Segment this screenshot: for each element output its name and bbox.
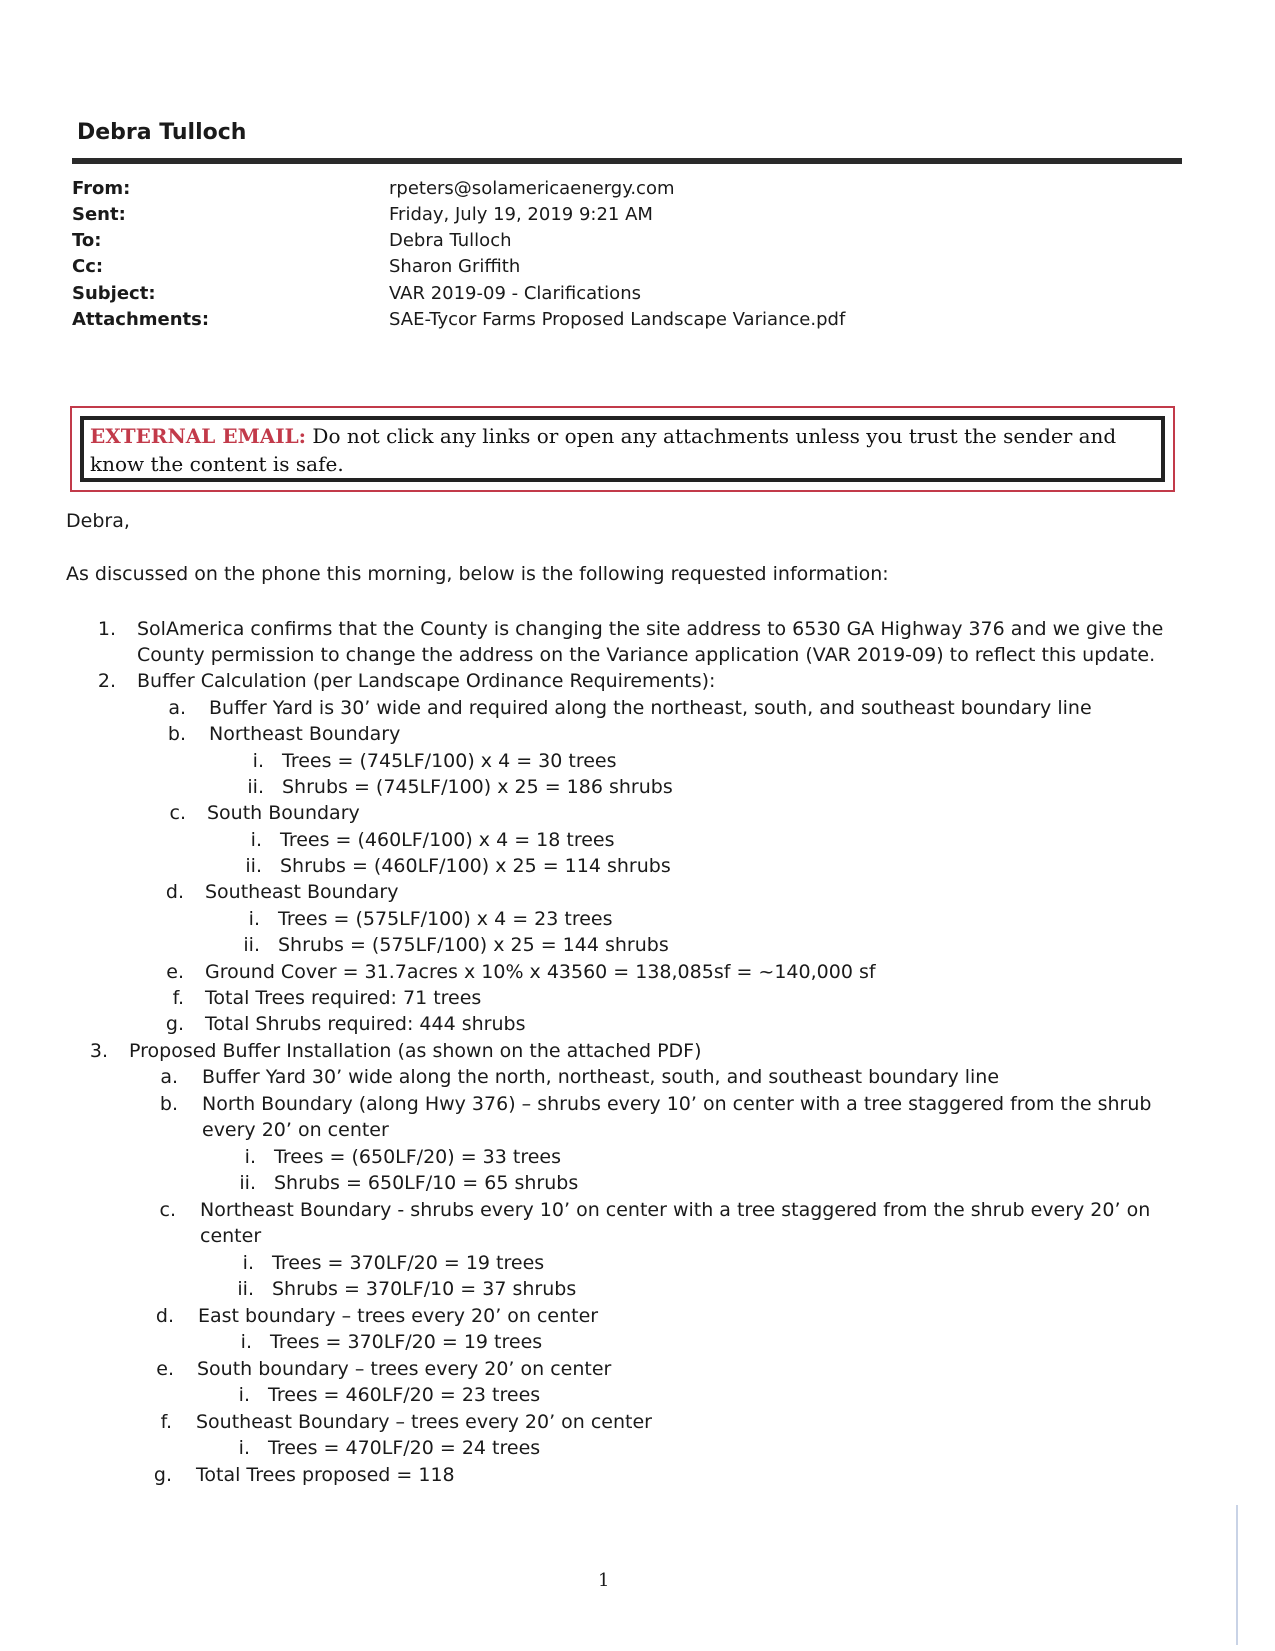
- attachments-row: [72, 309, 1172, 336]
- from-value: rpeters@solamericaenergy.com: [389, 178, 675, 199]
- list-marker: e.: [156, 1358, 174, 1380]
- list-marker: ii.: [239, 1172, 256, 1194]
- list-item-text: Shrubs = (575LF/100) x 25 = 144 shrubs: [278, 934, 669, 956]
- list-item-text: Northeast Boundary: [209, 723, 401, 745]
- list-marker: i.: [252, 750, 264, 772]
- list-item-text: Trees = 470LF/20 = 24 trees: [268, 1437, 541, 1459]
- list-marker: g.: [153, 1464, 172, 1486]
- list-item-text: Buffer Yard is 30’ wide and required along the northeast, south, and southeast boundary line: [209, 697, 1092, 719]
- list-marker: d.: [165, 881, 184, 903]
- from-row: [72, 178, 1172, 205]
- list-item-text: East boundary – trees every 20’ on center: [198, 1305, 599, 1327]
- list-item-text: Ground Cover = 31.7acres x 10% x 43560 = 138,085sf = ~140,000 sf: [205, 961, 876, 983]
- list-marker: i.: [238, 1384, 250, 1406]
- list-marker: ii.: [237, 1278, 254, 1300]
- list-item-text: Trees = 370LF/20 = 19 trees: [272, 1252, 545, 1274]
- list-marker: f.: [160, 1411, 172, 1433]
- attachments-label: Attachments:: [72, 309, 210, 330]
- list-item-text-continued: center: [200, 1225, 262, 1247]
- external-email-label: EXTERNAL EMAIL:: [90, 424, 307, 448]
- list-marker: ii.: [247, 776, 264, 798]
- to-label: To:: [72, 230, 102, 251]
- list-marker: i.: [244, 1146, 256, 1168]
- list-marker: c.: [169, 802, 186, 824]
- list-item-text: South boundary – trees every 20’ on center: [197, 1358, 612, 1380]
- subject-row: [72, 283, 1172, 310]
- list-item-text: Shrubs = (460LF/100) x 25 = 114 shrubs: [280, 855, 671, 877]
- cc-row: [72, 256, 1172, 283]
- list-marker: e.: [166, 961, 184, 983]
- list-item-text: Proposed Buffer Installation (as shown on the attached PDF): [129, 1040, 702, 1062]
- list-item-text: South Boundary: [207, 802, 360, 824]
- list-marker: f.: [172, 987, 184, 1009]
- list-item-text: Total Trees required: 71 trees: [205, 987, 482, 1009]
- page-number: 1: [598, 1570, 610, 1591]
- to-row: [72, 230, 1172, 257]
- sent-row: [72, 204, 1172, 231]
- list-marker: 1.: [97, 618, 116, 640]
- list-item-text-continued: every 20’ on center: [202, 1119, 389, 1141]
- list-marker: a.: [160, 1066, 178, 1088]
- cc-label: Cc:: [72, 256, 104, 277]
- list-marker: d.: [155, 1305, 174, 1327]
- list-item-text: Total Trees proposed = 118: [196, 1464, 455, 1486]
- list-marker: i.: [248, 908, 260, 930]
- list-item-text: Trees = (575LF/100) x 4 = 23 trees: [278, 908, 613, 930]
- list-item-text: North Boundary (along Hwy 376) – shrubs every 10’ on center with a tree staggered from the shrub: [202, 1093, 1152, 1115]
- list-item-text: Buffer Yard 30’ wide along the north, northeast, south, and southeast boundary line: [202, 1066, 1000, 1088]
- sender-name-heading: Debra Tulloch: [77, 120, 247, 145]
- list-item-text: Total Shrubs required: 444 shrubs: [205, 1013, 526, 1035]
- cc-value: Sharon Griffith: [389, 256, 521, 277]
- header-divider: [72, 158, 1182, 164]
- list-marker: b.: [159, 1093, 178, 1115]
- list-marker: ii.: [243, 934, 260, 956]
- list-marker: ii.: [245, 855, 262, 877]
- list-item-text: Buffer Calculation (per Landscape Ordinance Requirements):: [137, 670, 716, 692]
- list-marker: 3.: [89, 1040, 108, 1062]
- list-marker: c.: [159, 1199, 176, 1221]
- list-marker: a.: [168, 697, 186, 719]
- list-item-text: Shrubs = 650LF/10 = 65 shrubs: [274, 1172, 579, 1194]
- subject-value: VAR 2019-09 - Clarifications: [389, 283, 641, 304]
- sent-label: Sent:: [72, 204, 126, 225]
- list-marker: i.: [250, 829, 262, 851]
- list-item-text: Southeast Boundary – trees every 20’ on center: [196, 1411, 652, 1433]
- list-item-text: Trees = (650LF/20) = 33 trees: [274, 1146, 562, 1168]
- external-email-banner-inner: [80, 416, 1165, 482]
- external-email-banner: [70, 406, 1175, 492]
- external-email-text: Do not click any links or open any attachments unless you trust the sender and know the content is safe.: [90, 424, 1117, 476]
- sent-value: Friday, July 19, 2019 9:21 AM: [389, 204, 653, 225]
- from-label: From:: [72, 178, 131, 199]
- list-marker: b.: [167, 723, 186, 745]
- list-item-text: Trees = 370LF/20 = 19 trees: [270, 1331, 543, 1353]
- list-marker: i.: [242, 1252, 254, 1274]
- scan-artifact: [1236, 1505, 1238, 1645]
- list-item-text: Shrubs = (745LF/100) x 25 = 186 shrubs: [282, 776, 673, 798]
- intro-paragraph: As discussed on the phone this morning, below is the following requested information:: [66, 563, 889, 585]
- list-marker: g.: [165, 1013, 184, 1035]
- list-marker: i.: [238, 1437, 250, 1459]
- list-item-text: Shrubs = 370LF/10 = 37 shrubs: [272, 1278, 577, 1300]
- greeting: Debra,: [66, 510, 130, 532]
- list-item-text: Northeast Boundary - shrubs every 10’ on center with a tree staggered from the shrub every 20’ on: [200, 1199, 1151, 1221]
- subject-label: Subject:: [72, 283, 156, 304]
- to-value: Debra Tulloch: [389, 230, 512, 251]
- list-marker: i.: [240, 1331, 252, 1353]
- attachment-link[interactable]: SAE-Tycor Farms Proposed Landscape Variance.pdf: [389, 309, 846, 330]
- list-item-text: SolAmerica confirms that the County is changing the site address to 6530 GA Highway 376 and we give the: [137, 618, 1164, 640]
- list-item-text: Trees = (745LF/100) x 4 = 30 trees: [282, 750, 617, 772]
- list-item-text: Southeast Boundary: [205, 881, 399, 903]
- list-item-text-continued: County permission to change the address on the Variance application (VAR 2019-09) to reflect this update.: [137, 644, 1156, 666]
- list-item-text: Trees = 460LF/20 = 23 trees: [268, 1384, 541, 1406]
- list-item-text: Trees = (460LF/100) x 4 = 18 trees: [280, 829, 615, 851]
- list-marker: 2.: [97, 670, 116, 692]
